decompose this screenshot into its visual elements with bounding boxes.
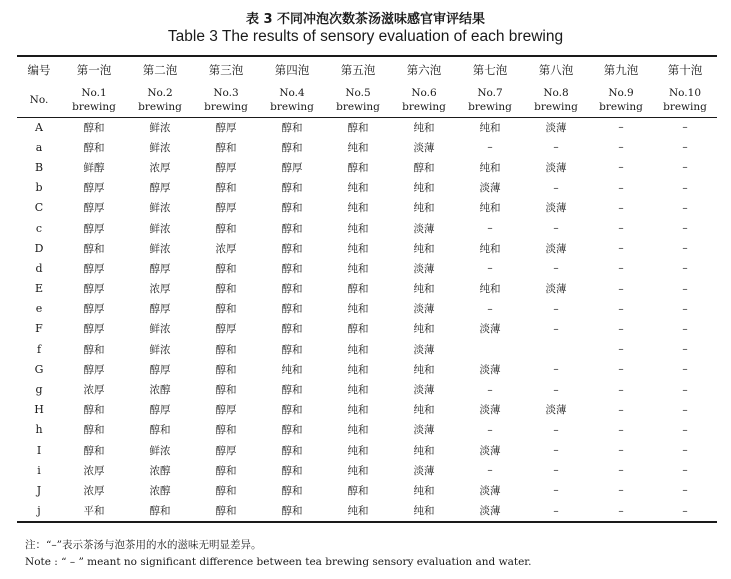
taste-cell: 醇厚 <box>83 222 105 235</box>
sample-id-cell: A <box>35 120 43 134</box>
taste-cell: 醇和 <box>281 262 303 275</box>
taste-cell: 浓厚 <box>149 161 171 174</box>
taste-cell: – <box>682 161 688 174</box>
table-row <box>17 501 717 521</box>
taste-cell: – <box>682 262 688 275</box>
taste-cell: 浓厚 <box>215 242 237 255</box>
taste-cell: 醇和 <box>347 484 369 497</box>
taste-cell: 淡薄 <box>413 222 435 235</box>
taste-cell: – <box>487 464 493 477</box>
taste-cell: – <box>487 302 493 315</box>
sample-id-cell: h <box>35 423 43 437</box>
taste-cell: 淡薄 <box>413 384 435 397</box>
taste-cell: 纯和 <box>413 283 435 296</box>
taste-cell: 醇厚 <box>215 404 237 417</box>
taste-cell: – <box>682 504 688 517</box>
taste-cell: 醇和 <box>215 384 237 397</box>
taste-cell: 鲜浓 <box>149 222 171 235</box>
taste-cell: 纯和 <box>347 343 369 356</box>
taste-cell: 鲜浓 <box>149 323 171 336</box>
taste-cell: 醇和 <box>281 484 303 497</box>
taste-cell: 纯和 <box>413 202 435 215</box>
taste-cell: 纯和 <box>413 363 435 376</box>
taste-cell: – <box>618 262 624 275</box>
bottom-rule <box>17 521 717 523</box>
header-en-line1: No.10 <box>668 86 702 99</box>
taste-cell: 醇和 <box>281 303 303 316</box>
header-brew-cn: 第四泡 <box>274 63 310 77</box>
taste-cell: 醇和 <box>215 424 237 437</box>
sample-id-cell: D <box>34 241 44 255</box>
header-en-line1: No.5 <box>345 86 371 99</box>
taste-cell: 淡薄 <box>479 323 501 336</box>
taste-cell: 纯和 <box>347 262 369 275</box>
taste-cell: – <box>487 222 493 235</box>
table-row <box>17 198 717 218</box>
taste-cell: 纯和 <box>347 404 369 417</box>
taste-cell: 醇和 <box>215 363 237 376</box>
header-row-en <box>17 82 717 117</box>
taste-cell: – <box>682 282 688 295</box>
table-row <box>17 279 717 299</box>
taste-cell: 醇和 <box>83 242 105 255</box>
taste-cell: 醇厚 <box>149 182 171 195</box>
taste-cell: 浓厚 <box>83 464 105 477</box>
taste-cell: 纯和 <box>413 121 435 134</box>
header-brew-en <box>457 82 523 117</box>
header-brew-cn: 第二泡 <box>142 63 178 77</box>
taste-cell: 醇和 <box>215 222 237 235</box>
taste-cell: 醇和 <box>149 424 171 437</box>
taste-cell: 纯和 <box>347 222 369 235</box>
taste-cell: 纯和 <box>413 444 435 457</box>
taste-cell: 醇厚 <box>83 283 105 296</box>
header-en-line2: brewing <box>336 100 380 113</box>
taste-cell: 纯和 <box>479 161 501 174</box>
table-row <box>17 258 717 278</box>
taste-cell: 纯和 <box>347 182 369 195</box>
header-row-cn <box>17 58 717 82</box>
taste-cell: 醇厚 <box>149 303 171 316</box>
header-en-line1: No.7 <box>477 86 503 99</box>
taste-cell: 淡薄 <box>545 121 567 134</box>
sample-id-cell: j <box>37 504 41 518</box>
taste-cell: – <box>553 363 559 376</box>
taste-cell: 醇厚 <box>215 323 237 336</box>
taste-cell: – <box>682 181 688 194</box>
taste-cell: 淡薄 <box>545 242 567 255</box>
taste-cell: – <box>618 322 624 335</box>
taste-cell: 醇和 <box>281 323 303 336</box>
taste-cell: 浓醇 <box>149 484 171 497</box>
taste-cell: 醇和 <box>149 505 171 518</box>
taste-cell: 鲜浓 <box>149 202 171 215</box>
sample-id-cell: f <box>36 342 42 356</box>
taste-cell: – <box>618 201 624 214</box>
header-brew-cn: 第三泡 <box>208 63 244 77</box>
header-brew-en <box>653 82 717 117</box>
taste-cell: 醇和 <box>215 303 237 316</box>
taste-cell: 纯和 <box>347 424 369 437</box>
taste-cell: 纯和 <box>347 505 369 518</box>
sample-id-cell: a <box>35 140 43 154</box>
taste-cell: 醇和 <box>83 444 105 457</box>
taste-cell: 醇厚 <box>215 202 237 215</box>
taste-cell: – <box>618 302 624 315</box>
table-body <box>17 117 717 521</box>
taste-cell: 醇厚 <box>215 121 237 134</box>
taste-cell: 醇和 <box>83 141 105 154</box>
taste-cell: – <box>682 403 688 416</box>
taste-cell: 鲜浓 <box>149 141 171 154</box>
taste-cell: 淡薄 <box>479 404 501 417</box>
taste-cell: 纯和 <box>479 283 501 296</box>
taste-cell: – <box>487 383 493 396</box>
header-en-line2: brewing <box>663 100 707 113</box>
taste-cell: 淡薄 <box>479 444 501 457</box>
header-brew-cn: 第七泡 <box>472 63 508 77</box>
taste-cell: – <box>682 464 688 477</box>
taste-cell: 醇和 <box>215 182 237 195</box>
taste-cell: 纯和 <box>347 242 369 255</box>
table-row <box>17 137 717 157</box>
taste-cell: 淡薄 <box>413 262 435 275</box>
taste-cell: 醇和 <box>281 283 303 296</box>
header-en-line1: No.1 <box>81 86 107 99</box>
header-en-line1: No.9 <box>608 86 634 99</box>
taste-cell: 醇和 <box>215 141 237 154</box>
taste-cell: – <box>618 121 624 134</box>
note-cn: 注：“–”表示茶汤与泡茶用的水的滋味无明显差异。 <box>25 539 262 551</box>
taste-cell: 醇和 <box>83 404 105 417</box>
header-brew-en <box>193 82 259 117</box>
taste-cell: 淡薄 <box>479 182 501 195</box>
table-title-en: Table 3 The results of sensory evaluation of each brewing <box>167 28 564 45</box>
taste-cell: 浓醇 <box>149 464 171 477</box>
header-brew-en <box>589 82 653 117</box>
taste-cell: 醇和 <box>281 505 303 518</box>
taste-cell: 醇和 <box>83 343 105 356</box>
taste-cell: – <box>682 363 688 376</box>
header-brew-cn: 第十泡 <box>667 63 703 77</box>
table-row <box>17 440 717 460</box>
header-brew-cn: 第五泡 <box>340 63 376 77</box>
table-row <box>17 319 717 339</box>
taste-cell <box>523 339 589 359</box>
taste-cell: – <box>682 383 688 396</box>
taste-cell: – <box>682 423 688 436</box>
header-brew-cn: 第一泡 <box>76 63 112 77</box>
header-brew-cn: 第六泡 <box>406 63 442 77</box>
sample-id-cell: g <box>35 383 43 397</box>
taste-cell: 醇厚 <box>281 161 303 174</box>
taste-cell: 醇和 <box>281 242 303 255</box>
taste-cell: 醇和 <box>281 141 303 154</box>
taste-cell: 醇和 <box>281 343 303 356</box>
taste-cell: 纯和 <box>347 303 369 316</box>
sample-id-cell: C <box>34 201 44 215</box>
taste-cell: 鲜浓 <box>149 121 171 134</box>
taste-cell: – <box>682 484 688 497</box>
sample-id-cell: b <box>35 181 43 195</box>
sample-id-cell: I <box>36 443 42 457</box>
taste-cell: – <box>618 343 624 356</box>
header-en-line1: No.6 <box>411 86 437 99</box>
table-row <box>17 480 717 500</box>
taste-cell: 纯和 <box>413 505 435 518</box>
taste-cell: – <box>682 201 688 214</box>
taste-cell: 淡薄 <box>545 404 567 417</box>
taste-cell: – <box>553 262 559 275</box>
taste-cell: 醇厚 <box>149 404 171 417</box>
taste-cell: 醇和 <box>347 323 369 336</box>
header-brew-en <box>259 82 325 117</box>
taste-cell: 纯和 <box>347 141 369 154</box>
header-en-line2: brewing <box>534 100 578 113</box>
header-en-line2: brewing <box>468 100 512 113</box>
header-id-cn: 编号 <box>27 63 51 77</box>
taste-cell: – <box>618 222 624 235</box>
table-row <box>17 460 717 480</box>
sample-id-cell: F <box>35 322 43 336</box>
sample-id-cell: G <box>34 362 44 376</box>
taste-cell: 醇和 <box>413 161 435 174</box>
taste-cell: 纯和 <box>413 242 435 255</box>
taste-cell: – <box>553 181 559 194</box>
taste-cell: 醇和 <box>83 424 105 437</box>
header-en-line2: brewing <box>599 100 643 113</box>
taste-cell: – <box>682 121 688 134</box>
taste-cell: 淡薄 <box>479 484 501 497</box>
taste-cell: – <box>618 403 624 416</box>
taste-cell: – <box>682 322 688 335</box>
header-en-line1: No.8 <box>543 86 569 99</box>
header-brew-en <box>127 82 193 117</box>
taste-cell: – <box>682 242 688 255</box>
taste-cell: 醇厚 <box>149 363 171 376</box>
taste-cell: 醇厚 <box>83 262 105 275</box>
table-row <box>17 157 717 177</box>
taste-cell: 纯和 <box>413 323 435 336</box>
taste-cell: – <box>553 504 559 517</box>
header-brew-en <box>61 82 127 117</box>
taste-cell: 鲜浓 <box>149 242 171 255</box>
taste-cell: 纯和 <box>347 444 369 457</box>
table-row <box>17 339 717 359</box>
taste-cell: 醇厚 <box>83 182 105 195</box>
taste-cell: – <box>618 282 624 295</box>
taste-cell: – <box>553 141 559 154</box>
top-rule <box>17 55 717 57</box>
taste-cell: 醇厚 <box>215 444 237 457</box>
taste-cell: – <box>618 464 624 477</box>
taste-cell: – <box>618 181 624 194</box>
taste-cell: 醇和 <box>281 202 303 215</box>
taste-cell: – <box>682 343 688 356</box>
taste-cell: – <box>618 484 624 497</box>
taste-cell: 醇和 <box>215 283 237 296</box>
taste-cell: 鲜浓 <box>149 343 171 356</box>
taste-cell: – <box>618 141 624 154</box>
taste-cell: – <box>682 302 688 315</box>
header-en-line1: No. <box>29 93 49 106</box>
taste-cell: 淡薄 <box>545 283 567 296</box>
header-en-line1: No.4 <box>279 86 305 99</box>
taste-cell: – <box>553 302 559 315</box>
taste-cell: – <box>487 423 493 436</box>
taste-cell: 醇和 <box>83 121 105 134</box>
taste-cell: – <box>618 242 624 255</box>
taste-cell: 纯和 <box>413 484 435 497</box>
taste-cell: 醇和 <box>281 464 303 477</box>
taste-cell: 醇和 <box>215 505 237 518</box>
header-en-line2: brewing <box>72 100 116 113</box>
taste-cell: 醇厚 <box>83 202 105 215</box>
taste-cell: – <box>682 222 688 235</box>
taste-cell: – <box>618 383 624 396</box>
table-title-cn: 表 3 不同冲泡次数茶汤滋味感官审评结果 <box>245 12 486 27</box>
taste-cell: 平和 <box>83 505 105 518</box>
taste-cell: 浓厚 <box>83 384 105 397</box>
header-en-line1: No.2 <box>147 86 173 99</box>
taste-cell: – <box>618 161 624 174</box>
sample-id-cell: d <box>35 261 43 275</box>
taste-cell: 醇和 <box>347 121 369 134</box>
taste-cell: 纯和 <box>413 404 435 417</box>
taste-cell: 纯和 <box>347 363 369 376</box>
taste-cell: – <box>618 423 624 436</box>
table-row <box>17 218 717 238</box>
header-id-en <box>17 82 61 117</box>
taste-cell: 纯和 <box>347 384 369 397</box>
taste-cell <box>457 339 523 359</box>
taste-cell: 纯和 <box>347 464 369 477</box>
sample-id-cell: c <box>35 221 43 235</box>
taste-cell: – <box>618 504 624 517</box>
taste-cell: 醇厚 <box>83 303 105 316</box>
sample-id-cell: J <box>36 483 42 497</box>
taste-cell: 醇和 <box>281 404 303 417</box>
header-en-line1: No.3 <box>213 86 239 99</box>
taste-cell: 纯和 <box>479 121 501 134</box>
header-brew-en <box>523 82 589 117</box>
taste-cell: – <box>553 484 559 497</box>
taste-cell: 醇和 <box>281 384 303 397</box>
sample-id-cell: e <box>35 302 43 316</box>
taste-cell: 淡薄 <box>413 343 435 356</box>
table-row <box>17 420 717 440</box>
sample-id-cell: i <box>37 463 41 477</box>
taste-cell: – <box>487 141 493 154</box>
taste-cell: 醇和 <box>215 262 237 275</box>
taste-cell: 醇和 <box>281 121 303 134</box>
table-row <box>17 400 717 420</box>
taste-cell: 醇厚 <box>83 323 105 336</box>
taste-cell: 浓厚 <box>149 283 171 296</box>
sensory-table <box>17 58 717 521</box>
header-en-line2: brewing <box>204 100 248 113</box>
taste-cell: 淡薄 <box>545 161 567 174</box>
sample-id-cell: E <box>34 282 44 296</box>
taste-cell: 醇和 <box>347 283 369 296</box>
taste-cell: 醇和 <box>215 343 237 356</box>
taste-cell: 淡薄 <box>479 505 501 518</box>
taste-cell: 醇和 <box>281 424 303 437</box>
taste-cell: 淡薄 <box>545 202 567 215</box>
taste-cell: 浓厚 <box>83 484 105 497</box>
header-en-line2: brewing <box>138 100 182 113</box>
taste-cell: – <box>682 444 688 457</box>
taste-cell: 醇厚 <box>149 262 171 275</box>
taste-cell: 醇厚 <box>83 363 105 376</box>
taste-cell: 纯和 <box>281 363 303 376</box>
header-en-line2: brewing <box>402 100 446 113</box>
taste-cell: 鲜醇 <box>83 161 105 174</box>
taste-cell: 纯和 <box>413 182 435 195</box>
header-brew-cn: 第九泡 <box>603 63 639 77</box>
taste-cell: – <box>618 444 624 457</box>
taste-cell: – <box>682 141 688 154</box>
taste-cell: 纯和 <box>347 202 369 215</box>
header-en-line2: brewing <box>270 100 314 113</box>
taste-cell: – <box>487 262 493 275</box>
taste-cell: – <box>553 383 559 396</box>
taste-cell: 浓醇 <box>149 384 171 397</box>
table-row <box>17 379 717 399</box>
taste-cell: – <box>553 423 559 436</box>
note-en: Note : “ – ” meant no significant difference between tea brewing sensory evaluation and water. <box>25 556 532 568</box>
header-brew-cn: 第八泡 <box>538 63 574 77</box>
taste-cell: 醇和 <box>281 182 303 195</box>
taste-cell: 醇和 <box>281 444 303 457</box>
header-brew-en <box>325 82 391 117</box>
taste-cell: 醇和 <box>215 464 237 477</box>
taste-cell: 淡薄 <box>413 303 435 316</box>
taste-cell: 淡薄 <box>479 363 501 376</box>
taste-cell: 醇和 <box>281 222 303 235</box>
taste-cell: – <box>553 444 559 457</box>
table-row <box>17 117 717 137</box>
table-row <box>17 178 717 198</box>
table-row <box>17 299 717 319</box>
table-row <box>17 238 717 258</box>
sample-id-cell: B <box>34 160 44 174</box>
taste-cell: 纯和 <box>479 242 501 255</box>
taste-cell: – <box>553 322 559 335</box>
header-brew-en <box>391 82 457 117</box>
taste-cell: 醇和 <box>347 161 369 174</box>
sample-id-cell: H <box>34 403 44 417</box>
taste-cell: 鲜浓 <box>149 444 171 457</box>
taste-cell: 纯和 <box>479 202 501 215</box>
table-row <box>17 359 717 379</box>
taste-cell: – <box>553 464 559 477</box>
taste-cell: 醇和 <box>215 484 237 497</box>
taste-cell: – <box>618 363 624 376</box>
taste-cell: 淡薄 <box>413 424 435 437</box>
taste-cell: 淡薄 <box>413 464 435 477</box>
taste-cell: 醇厚 <box>215 161 237 174</box>
taste-cell: – <box>553 222 559 235</box>
taste-cell: 淡薄 <box>413 141 435 154</box>
